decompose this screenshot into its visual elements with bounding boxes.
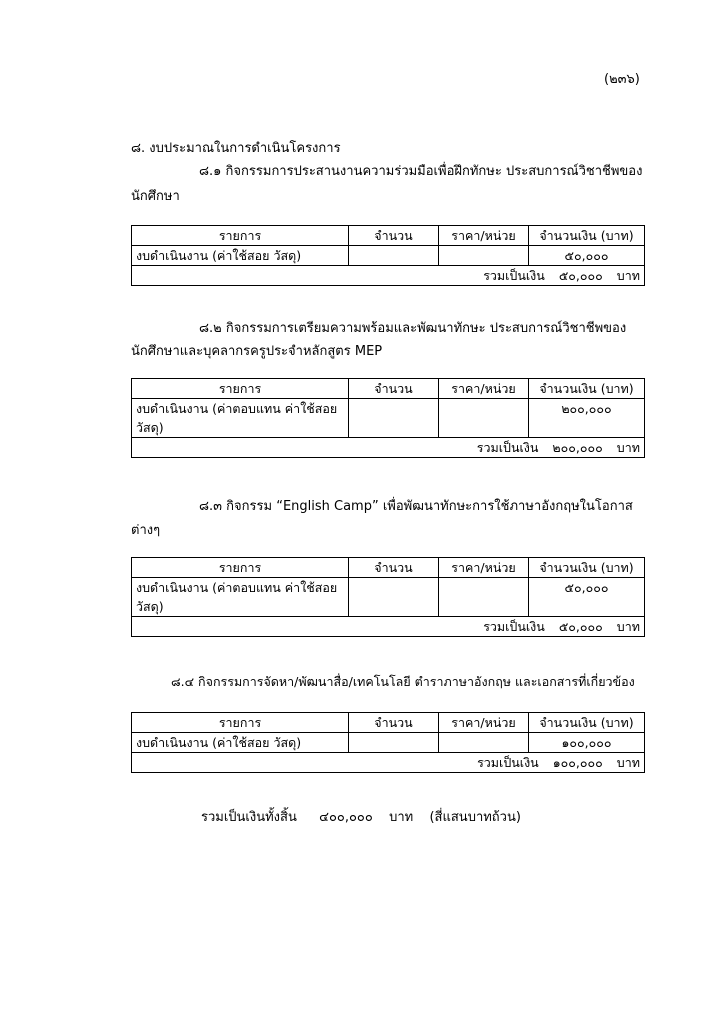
table-row [132, 733, 645, 753]
header-amount: จำนวนเงิน (บาท) [529, 558, 645, 578]
row-qty [349, 578, 439, 617]
row-price [439, 578, 529, 617]
row-item: งบดำเนินงาน (ค่าใช้สอย วัสดุ) [132, 733, 349, 753]
header-item: รายการ [132, 379, 349, 399]
activity-1-heading-cont: นักศึกษา [131, 189, 180, 204]
grand-total-words: (สี่แสนบาทถ้วน) [429, 810, 521, 825]
row-amount: ๒๐๐,๐๐๐ [529, 399, 645, 438]
total-label: รวมเป็นเงิน [483, 268, 545, 283]
header-item: รายการ [132, 713, 349, 733]
total-unit: บาท [616, 755, 640, 770]
total-cell [132, 438, 645, 458]
activity-4-heading: ๘.๔ กิจกรรมการจัดหา/พัฒนาสื่อ/เทคโนโลยี ตำราภาษาอังกฤษ และเอกสารที่เกี่ยวข้อง [171, 674, 635, 689]
total-cell [132, 266, 645, 286]
row-qty [349, 733, 439, 753]
activity-2-heading-cont: นักศึกษาและบุคลากรครูประจำหลักสูตร MEP [131, 344, 383, 359]
activity-2-budget-table [131, 378, 645, 458]
row-item: งบดำเนินงาน (ค่าตอบแทน ค่าใช้สอย วัสดุ) [132, 578, 349, 617]
header-qty: จำนวน [349, 226, 439, 246]
header-amount: จำนวนเงิน (บาท) [529, 713, 645, 733]
total-cell [132, 617, 645, 637]
activity-2-heading: ๘.๒ กิจกรรมการเตรียมความพร้อมและพัฒนาทักษะ ประสบการณ์วิชาชีพของ [199, 321, 627, 336]
header-item: รายการ [132, 226, 349, 246]
activity-4-budget-table [131, 712, 645, 773]
total-label: รวมเป็นเงิน [483, 619, 545, 634]
activity-3-heading-cont: ต่างๆ [131, 523, 161, 538]
section-title: ๘. งบประมาณในการดำเนินโครงการ [131, 141, 341, 156]
activity-1-budget-table [131, 225, 645, 286]
activity-3-heading: ๘.๓ กิจกรรม “English Camp” เพื่อพัฒนาทักษะการใช้ภาษาอังกฤษในโอกาส [199, 499, 633, 514]
header-qty: จำนวน [349, 713, 439, 733]
row-item: งบดำเนินงาน (ค่าตอบแทน ค่าใช้สอย วัสดุ) [132, 399, 349, 438]
row-amount: ๕๐,๐๐๐ [529, 578, 645, 617]
table-header-row [132, 379, 645, 399]
header-price: ราคา/หน่วย [439, 558, 529, 578]
total-label: รวมเป็นเงิน [477, 755, 539, 770]
row-qty [349, 246, 439, 266]
table-total-row [132, 753, 645, 773]
total-unit: บาท [616, 619, 640, 634]
table-total-row [132, 617, 645, 637]
row-price [439, 246, 529, 266]
total-amount: ๒๐๐,๐๐๐ [552, 440, 603, 455]
row-price [439, 399, 529, 438]
header-item: รายการ [132, 558, 349, 578]
total-amount: ๕๐,๐๐๐ [558, 619, 603, 634]
total-unit: บาท [616, 440, 640, 455]
row-amount: ๕๐,๐๐๐ [529, 246, 645, 266]
table-header-row [132, 713, 645, 733]
table-row [132, 246, 645, 266]
table-row [132, 578, 645, 617]
grand-total-amount: ๔๐๐,๐๐๐ [319, 810, 373, 825]
total-cell [132, 753, 645, 773]
header-qty: จำนวน [349, 558, 439, 578]
table-total-row [132, 438, 645, 458]
header-qty: จำนวน [349, 379, 439, 399]
total-amount: ๕๐,๐๐๐ [558, 268, 603, 283]
header-amount: จำนวนเงิน (บาท) [529, 379, 645, 399]
table-row [132, 399, 645, 438]
total-amount: ๑๐๐,๐๐๐ [552, 755, 603, 770]
grand-total-unit: บาท [389, 810, 414, 825]
total-unit: บาท [616, 268, 640, 283]
header-price: ราคา/หน่วย [439, 713, 529, 733]
row-amount: ๑๐๐,๐๐๐ [529, 733, 645, 753]
table-header-row [132, 226, 645, 246]
header-price: ราคา/หน่วย [439, 226, 529, 246]
activity-3-budget-table [131, 557, 645, 637]
grand-total-label: รวมเป็นเงินทั้งสิ้น [201, 810, 297, 825]
row-item: งบดำเนินงาน (ค่าใช้สอย วัสดุ) [132, 246, 349, 266]
table-total-row [132, 266, 645, 286]
page-number: (๒๓๖) [604, 72, 640, 87]
row-price [439, 733, 529, 753]
table-header-row [132, 558, 645, 578]
header-amount: จำนวนเงิน (บาท) [529, 226, 645, 246]
activity-1-heading: ๘.๑ กิจกรรมการประสานงานความร่วมมือเพื่อฝึกทักษะ ประสบการณ์วิชาชีพของ [199, 164, 643, 179]
total-label: รวมเป็นเงิน [476, 440, 539, 455]
row-qty [349, 399, 439, 438]
header-price: ราคา/หน่วย [439, 379, 529, 399]
grand-total [201, 806, 521, 827]
